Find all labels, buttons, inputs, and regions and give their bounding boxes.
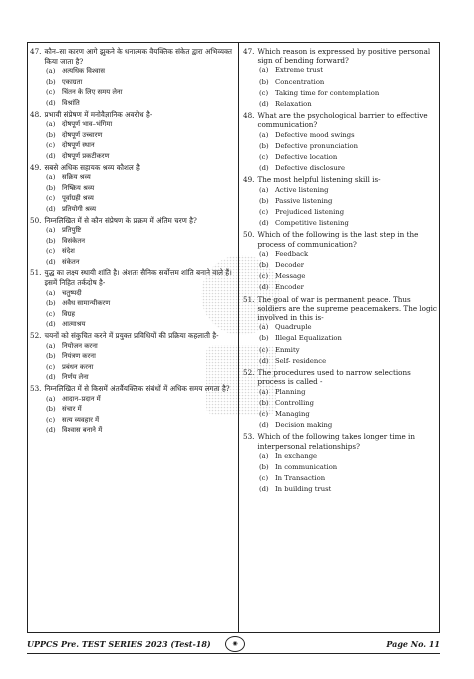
option-text: Quadruple [275,323,312,332]
question-text: The goal of war is permanent peace. Thus soldiers are the supreme peacemakers. The logic involved in this is- [257,294,437,323]
question-text: सबसे अधिक सहायक श्रव्य कौशल है [44,162,140,172]
option-text: Prejudiced listening [275,208,345,217]
option-label: (a) [46,226,56,235]
option-text: आत्माश्रय [62,320,86,329]
answer-option [46,298,235,309]
answer-option [46,394,235,405]
option-label: (a) [259,185,269,194]
option-label: (b) [259,398,269,407]
answer-option [46,87,235,98]
option-label: (c) [46,247,56,256]
option-text: नियोजन करना [62,341,98,350]
option-text: Feedback [275,249,309,258]
option-text: दोषपूर्ण भाव–भंगिमा [62,120,113,129]
option-label: (d) [259,356,269,365]
answer-option [46,130,235,141]
answer-option [259,249,438,260]
option-label: (c) [259,153,269,162]
question [243,432,438,450]
question-number: 52. [243,368,255,378]
option-label: (b) [46,405,56,414]
option-label: (a) [259,66,269,75]
option-label: (d) [46,373,56,382]
question-text: What are the psychological barrier to effective communication? [257,111,428,130]
question-number: 48. [30,109,42,119]
option-label: (b) [259,141,269,150]
question-text: युद्ध का लक्ष्य स्थायी शांति है। अंशतः सैनिक सर्वोत्तम शांति बनाने वाले हैं। इसमें निहित तर्कदोष है- [44,268,232,288]
option-label: (b) [259,462,269,471]
option-text: संकेतन [62,257,80,266]
question-text: Which of the following takes longer time in interpersonal relationships? [257,432,415,451]
option-label: (b) [46,130,56,139]
option-text: Planning [275,387,306,396]
option-label: (d) [259,421,269,430]
answer-option [46,372,235,383]
question [243,175,438,184]
option-text: विग्रह [62,309,75,318]
option-text: दोषपूर्ण प्रकटीकरण [62,151,110,160]
question [30,331,235,341]
answer-option [259,130,438,141]
option-label: (c) [259,208,269,217]
question-number: 51. [30,268,42,278]
answer-option [259,420,438,431]
answer-option [46,257,235,268]
option-text: निर्णय लेना [62,373,89,382]
answer-option [259,398,438,409]
answer-option [46,172,235,183]
answer-option [46,415,235,426]
option-label: (a) [46,67,56,76]
option-text: In building trust [275,485,332,494]
footer-page-number: Page No. 11 [386,639,440,649]
answer-option [259,333,438,344]
option-text: दोषपूर्ण स्थान [62,141,95,150]
option-label: (b) [46,236,56,245]
question [30,268,235,287]
footer-series-title: UPPCS Pre. TEST SERIES 2023 (Test-18) [27,639,211,649]
page-footer [27,636,440,652]
option-label: (c) [259,474,269,483]
question-number: 50. [30,215,42,225]
option-text: Encoder [275,283,304,292]
answer-option [46,66,235,77]
option-label: (a) [46,341,56,350]
question-text: Which reason is expressed by positive personal sign of bending forward? [257,47,431,66]
question-text: चयनों को संकुचित करने में प्रयुक्त प्रविधियों की प्रक्रिया कहलाती है- [44,331,219,341]
option-text: विश्रांति [62,98,80,107]
option-label: (a) [259,387,269,396]
option-text: दोषपूर्ण उच्चारण [62,130,103,139]
question-number: 49. [243,175,255,185]
option-text: Extreme trust [275,66,324,75]
answer-option [46,246,235,257]
option-label: (a) [259,130,269,139]
question-text: कौन–सा कारण आगे झुकने के धनात्मक वैयक्तिक संकेत द्वारा अभिव्यक्त किया जाता है? [44,47,232,66]
answer-option [259,65,438,76]
option-label: (c) [259,88,269,97]
option-text: In communication [275,462,338,471]
answer-option [46,309,235,320]
option-label: (d) [46,320,56,329]
question-text: The most helpful listening skill is- [257,175,381,185]
option-label: (c) [46,141,56,150]
option-text: In exchange [275,451,318,460]
option-label: (c) [259,345,269,354]
answer-option [259,387,438,398]
option-label: (d) [46,204,56,213]
answer-option [259,218,438,229]
option-text: निष्क्रिय श्रव्य [62,183,95,192]
option-label: (c) [46,309,56,318]
question-number: 51. [243,294,255,304]
option-label: (b) [259,261,269,270]
option-label: (d) [259,219,269,228]
option-label: (a) [259,323,269,332]
answer-option [46,119,235,130]
option-label: (a) [46,120,56,129]
option-text: आदान–प्रदान में [62,394,101,403]
answer-option [46,183,235,194]
option-text: एकाग्रता [62,77,83,86]
answer-option [259,484,438,495]
answer-option [259,409,438,420]
question-text: The procedures used to narrow selections process is called - [257,368,411,387]
answer-option [259,141,438,152]
question-text: निम्नलिखित में से किसमें अंतर्वैयक्तिक संबंधों में अधिक समय लगता है? [44,384,230,393]
option-label: (d) [259,164,269,173]
option-text: Decision making [275,421,333,430]
answer-option [259,99,438,110]
answer-option [46,140,235,151]
question [243,230,438,248]
option-text: नियंत्रण करना [62,352,96,361]
option-text: Message [275,272,306,281]
english-column [243,46,438,496]
option-label: (a) [46,173,56,182]
option-text: In Transaction [275,474,326,483]
option-label: (c) [46,362,56,371]
option-label: (a) [46,288,56,297]
option-label: (d) [259,283,269,292]
answer-option [259,282,438,293]
option-text: अत्यधिक विश्वास [62,67,105,76]
answer-option [46,404,235,415]
answer-option [259,207,438,218]
option-text: Passive listening [275,196,333,205]
answer-option [259,473,438,484]
question-text: Which of the following is the last step in the process of communication? [257,230,419,249]
option-text: विसंकेतन [62,236,86,245]
answer-option [259,185,438,196]
answer-option [46,98,235,109]
option-text: सत्य व्यवहार में [62,415,100,424]
option-label: (b) [46,77,56,86]
answer-option [46,151,235,162]
option-label: (c) [46,88,56,97]
option-text: Active listening [275,185,329,194]
option-text: चिंतन के लिए समय लेना [62,88,123,97]
question [243,111,438,129]
question [30,110,235,120]
answer-option [259,152,438,163]
option-text: Defective mood swings [275,130,355,139]
option-label: (d) [46,426,56,435]
footer-rule [27,653,440,654]
option-text: संदेश [62,247,75,256]
option-label: (a) [259,249,269,258]
answer-option [46,288,235,299]
option-text: अवैध सामान्यीकरण [62,299,111,308]
footer-logo-icon: ◉ [225,636,245,652]
question [243,368,438,386]
option-text: Self- residence [275,356,327,365]
option-text: सक्रिय श्रव्य [62,173,91,182]
option-text: चतुष्पदी [62,288,82,297]
option-text: Concentration [275,77,325,86]
option-text: Decoder [275,261,304,270]
answer-option [259,163,438,174]
option-text: Taking time for contemplation [275,88,380,97]
question-text: प्रभावी संप्रेषण में मनोवैज्ञानिक अवरोध है- [44,109,153,119]
answer-option [46,204,235,215]
option-text: विश्वास बनाने में [62,426,103,435]
question-number: 53. [30,384,42,393]
answer-option [46,425,235,436]
option-label: (c) [259,409,269,418]
option-label: (d) [46,257,56,266]
option-label: (c) [259,272,269,281]
option-label: (c) [46,415,56,424]
option-label: (d) [259,485,269,494]
question-number: 50. [243,230,255,240]
answer-option [259,356,438,367]
question-number: 53. [243,432,255,442]
answer-option [259,345,438,356]
question-number: 49. [30,162,42,172]
option-text: Defective location [275,153,338,162]
question [30,163,235,173]
answer-option [46,341,235,352]
option-text: Competitive listening [275,219,349,228]
option-text: संचार में [62,405,82,414]
option-label: (a) [259,451,269,460]
answer-option [259,260,438,271]
question-text: निम्नलिखित में से कौन संप्रेषण के प्रक्रम में अंतिम चरण है? [44,215,197,225]
question-number: 48. [243,111,255,121]
option-text: Managing [275,409,310,418]
option-text: Enmity [275,345,300,354]
option-label: (d) [46,98,56,107]
answer-option [259,462,438,473]
answer-option [46,193,235,204]
question [30,384,235,394]
option-label: (d) [259,100,269,109]
answer-option [259,451,438,462]
answer-option [259,77,438,88]
option-label: (c) [46,194,56,203]
question [30,47,235,66]
option-text: Controlling [275,398,314,407]
question [30,216,235,226]
question [243,47,438,65]
option-label: (b) [259,77,269,86]
answer-option [46,362,235,373]
option-text: प्रतियोगी श्रव्य [62,204,97,213]
option-label: (a) [46,394,56,403]
option-text: पूर्वाग्रही श्रव्य [62,194,94,203]
answer-option [259,271,438,282]
answer-option [46,225,235,236]
answer-option [46,77,235,88]
option-label: (b) [259,196,269,205]
option-text: Defective disclosure [275,164,345,173]
answer-option [46,236,235,247]
question [243,295,438,323]
option-text: प्रतिपुष्टि [62,226,82,235]
option-label: (b) [46,352,56,361]
question-number: 47. [243,47,255,56]
option-label: (b) [46,183,56,192]
option-text: प्रबंधन करना [62,362,94,371]
option-text: Defective pronunciation [275,141,358,150]
option-text: Relaxation [275,100,312,109]
answer-option [46,351,235,362]
option-label: (d) [46,151,56,160]
option-text: Illegal Equalization [275,334,342,343]
answer-option [259,322,438,333]
answer-option [259,88,438,99]
answer-option [46,319,235,330]
option-label: (b) [259,334,269,343]
hindi-column [30,46,235,436]
question-number: 52. [30,331,42,341]
option-label: (b) [46,299,56,308]
question-number: 47. [30,47,42,56]
answer-option [259,196,438,207]
